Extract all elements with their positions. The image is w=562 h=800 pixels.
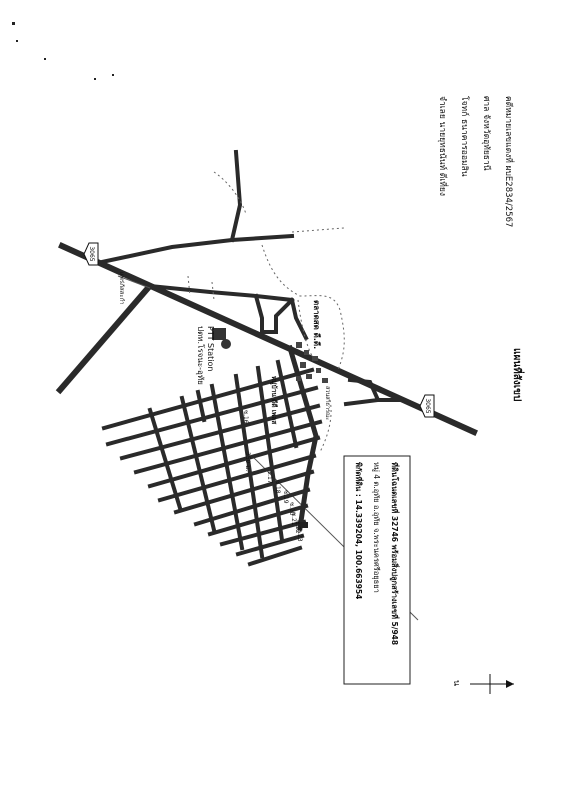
case-number: คดีหมายเลขแดงที่ ผบE2834/2567	[503, 96, 513, 228]
market-label: ตลาดสด ดี.ดี.	[312, 300, 321, 350]
plaintiff-line: โจทก์ ธนาคารออมสิน	[459, 96, 469, 177]
property-address-line: หมู่ 4 ต.อุทัย อ.อุทัย จ.พระนครศรีอยุธยา	[372, 462, 381, 593]
ptt-station-label: PTT Station	[206, 326, 215, 372]
lane-20-label: ซ.20	[288, 502, 295, 516]
ptt-sub-label: ปตท.โรจนะ-อุทัย	[196, 326, 205, 385]
lane-17-label: ซ.17	[266, 470, 273, 484]
north-label: น	[451, 680, 461, 687]
lane-21-label: ซ.21	[290, 512, 297, 526]
property-deed-line: ที่ดินโฉนดเลขที่ 32746 พร้อมสิ่งปลูกสร้างเลขที่ 5/948	[390, 462, 399, 646]
map-title: แผนที่สังเขป	[511, 348, 522, 402]
north-arrow-icon	[451, 674, 514, 694]
property-info-box	[344, 456, 410, 684]
village-grid	[104, 348, 320, 564]
route-shield-right-label: 3065	[424, 398, 431, 414]
scan-specks	[12, 22, 114, 80]
distance-label: 350 ม.	[244, 452, 251, 472]
village-label: หมู่บ้าน ดีดี เพลส	[270, 376, 278, 425]
case-info	[437, 96, 515, 227]
route-shield-right	[420, 395, 434, 417]
lane-23-label: ซ.23	[296, 528, 303, 542]
upper-road-curve	[232, 152, 240, 240]
route-shield-left	[84, 243, 98, 265]
lane-19-label: ซ.19	[282, 490, 289, 504]
court-line: ศาล จังหวัดอุทัยธานี	[481, 96, 491, 171]
bridge-label: แพร่ภัสสะกำ	[118, 272, 125, 305]
defendant-line: จำเลย นายยุทธนันท์ ดีเที่ยง	[437, 96, 447, 196]
property-coords-line: พิกัดที่ดิน : 14.339204, 100.663954	[354, 462, 363, 600]
route-shield-left-label: 3065	[88, 246, 95, 262]
lane-16-label: ซ.16	[242, 410, 249, 424]
lane-18-label: ซ.18	[274, 480, 281, 494]
lane-22-label: ซ.22	[294, 520, 301, 534]
park-label: สวนสาธารณะ	[324, 386, 330, 421]
diagonal-road	[60, 288, 148, 390]
upper-road	[102, 236, 292, 262]
